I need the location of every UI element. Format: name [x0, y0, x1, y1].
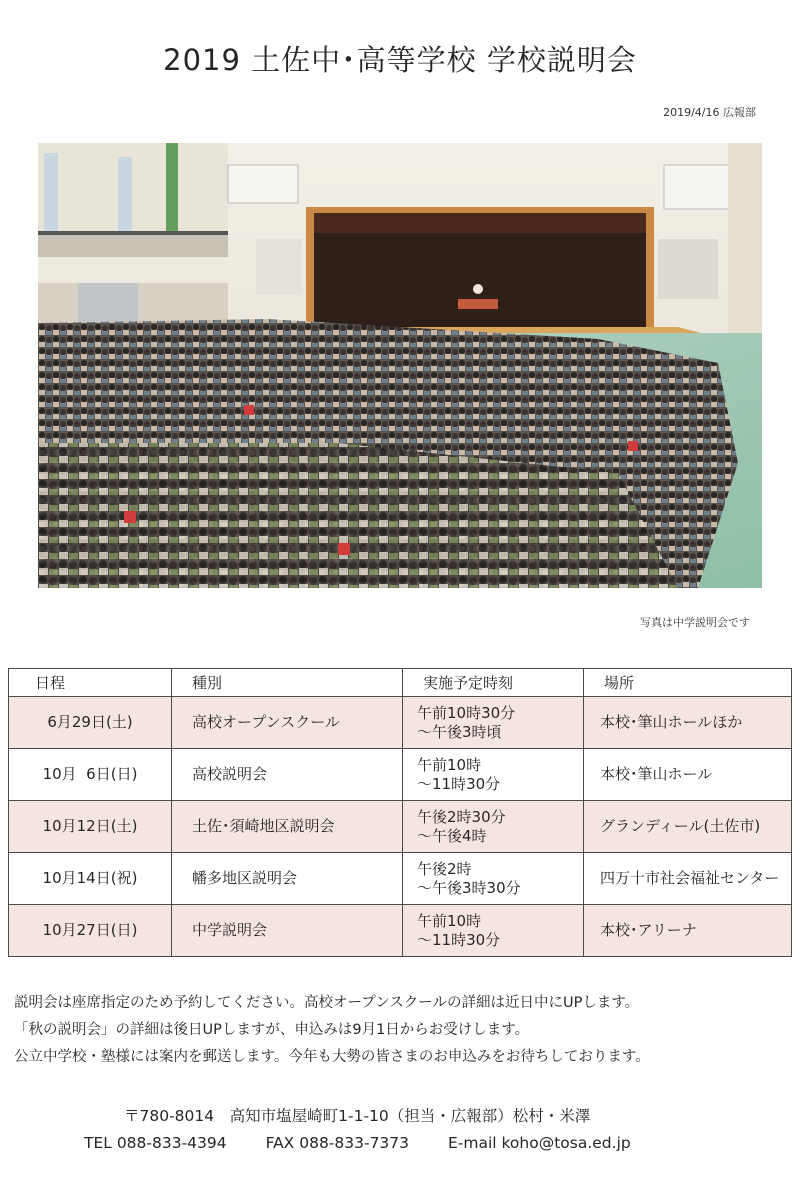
note-line: 公立中学校・塾様には案内を郵送します。今年も大勢の皆さまのお申込みをお待ちしております。	[14, 1049, 650, 1065]
table-header-row	[9, 669, 792, 697]
row-date: 10月12日(土)	[9, 801, 172, 853]
page-title: 2019 土佐中･高等学校 学校説明会	[163, 43, 637, 77]
row-place: グランディール(土佐市)	[584, 801, 792, 853]
header-date: 日程	[9, 669, 172, 697]
row-type: 高校説明会	[172, 749, 403, 801]
row-date: 10月 6日(日)	[9, 749, 172, 801]
auditorium-photo	[38, 143, 762, 588]
publish-date: 2019/4/16 広報部	[663, 106, 756, 119]
row-place: 四万十市社会福祉センター	[584, 853, 792, 905]
time-end: ～午後3時30分	[417, 878, 521, 897]
contact-tel: TEL 088-833-4394	[84, 1134, 227, 1152]
note-line: 「秋の説明会」の詳細は後日UPしますが、申込みは9月1日からお受けします。	[14, 1022, 530, 1038]
row-place: 本校･筆山ホールほか	[584, 697, 792, 749]
table-row	[9, 749, 792, 801]
header-time: 実施予定時刻	[403, 669, 584, 697]
time-start: 午前10時30分	[417, 703, 516, 722]
time-end: ～11時30分	[417, 774, 501, 793]
row-time	[403, 697, 584, 749]
time-start: 午後2時	[417, 859, 472, 878]
time-end: ～11時30分	[417, 930, 501, 949]
contact-numbers	[84, 1134, 665, 1152]
time-end: ～午後4時	[417, 826, 487, 845]
row-type: 高校オープンスクール	[172, 697, 403, 749]
contact-address: 〒780-8014 高知市塩屋崎町1-1-10（担当・広報部）松村・米澤	[124, 1107, 591, 1125]
row-place: 本校･筆山ホール	[584, 749, 792, 801]
row-time	[403, 853, 584, 905]
row-time	[403, 749, 584, 801]
row-place: 本校･アリーナ	[584, 905, 792, 957]
time-start: 午前10時	[417, 755, 482, 774]
header-type: 種別	[172, 669, 403, 697]
time-end: ～午後3時頃	[417, 722, 502, 741]
row-date: 6月29日(土)	[9, 697, 172, 749]
table-row	[9, 697, 792, 749]
photo-caption: 写真は中学説明会です	[640, 616, 750, 629]
header-place: 場所	[584, 669, 792, 697]
row-date: 10月27日(日)	[9, 905, 172, 957]
notes	[14, 990, 650, 1071]
table-row	[9, 905, 792, 957]
contact-email[interactable]: E-mail koho@tosa.ed.jp	[447, 1134, 631, 1152]
row-time	[403, 801, 584, 853]
time-start: 午前10時	[417, 911, 482, 930]
table-row	[9, 853, 792, 905]
table-row	[9, 801, 792, 853]
note-line: 説明会は座席指定のため予約してください。高校オープンスクールの詳細は近日中にUPします。	[14, 995, 640, 1011]
row-time	[403, 905, 584, 957]
row-type: 土佐･須崎地区説明会	[172, 801, 403, 853]
schedule-table	[8, 668, 792, 957]
contact-fax: FAX 088-833-7373	[265, 1134, 410, 1152]
row-type: 幡多地区説明会	[172, 853, 403, 905]
row-type: 中学説明会	[172, 905, 403, 957]
time-start: 午後2時30分	[417, 807, 506, 826]
row-date: 10月14日(祝)	[9, 853, 172, 905]
